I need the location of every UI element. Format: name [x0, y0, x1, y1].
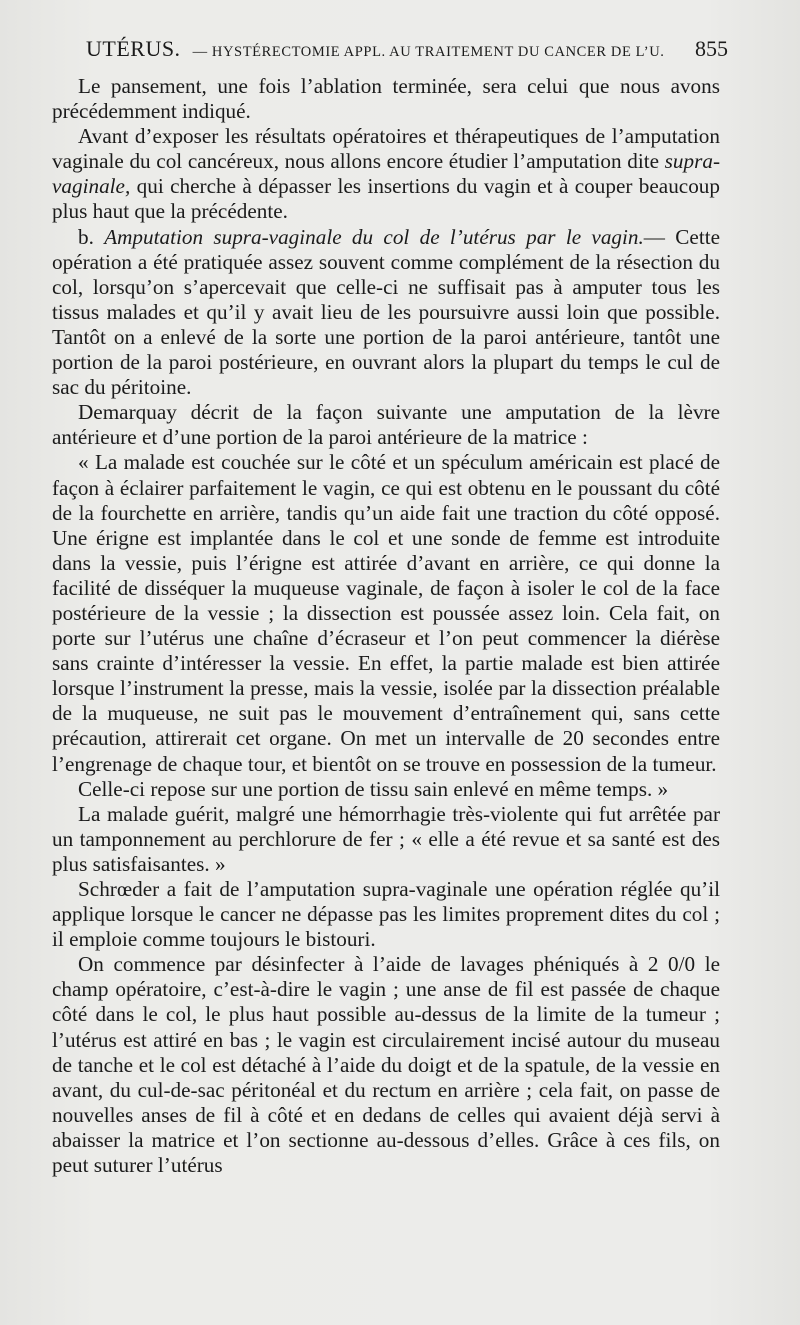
- page-number: 855: [695, 36, 728, 61]
- text-run: qui cherche à dépasser les insertions du vagin et à couper beaucoup plus haut que la précédente.: [52, 174, 720, 224]
- paragraph: Le pansement, une fois l’ablation terminée, sera celui que nous avons précédemment indiqué.: [52, 74, 720, 124]
- paragraph: [52, 124, 720, 224]
- quote-paragraph: « La malade est couchée sur le côté et un spéculum américain est placé de façon à éclairer parfaitement le vagin, ce qui est obtenu en le poussant du côté de la fourchette en arrière, tandis qu’un aide fait une traction du côté opposé. Une érigne est implantée dans le col et une sonde de femme est introduite dans la vessie, puis l’érigne est attirée d’avant en arrière, ce qui donne la facilité de disséquer la muqueuse vaginale, de façon à isoler le col de la face postérieure de la vessie ; la dissection est poussée assez loin. Cela fait, on porte sur l’utérus une chaîne d’écraseur et l’on peut commencer la diérèse sans crainte d’intéresser la vessie. En effet, la partie malade est bien attirée lorsque l’instrument la presse, mais la vessie, isolée par la dissection préalable de la muqueuse, ne suit pas le mouvement d’entraînement qui, sans cette précaution, attirerait cet organe. On met un intervalle de 20 secondes entre l’engrenage de chaque tour, et bientôt on se trouve en possession de la tumeur.: [52, 450, 720, 776]
- paragraph: On commence par désinfecter à l’aide de lavages phéniqués à 2 0/0 le champ opératoire, c’est-à-dire le vagin ; une anse de fil est passée de chaque côté dans le col, le plus haut possible au-dessus de la limite de la tumeur ; l’utérus est attiré en bas ; le vagin est circulairement incisé autour du museau de tanche et le col est détaché à l’aide du doigt et de la spatule, de la vessie en avant, du cul-de-sac péritonéal et du rectum en arrière ; cela fait, on passe de nouvelles anses de fil à côté et en dedans de celles qui avaient déjà servi à abaisser la matrice et l’on sectionne au-dessous d’elles. Grâce à ces fils, on peut suturer l’utérus: [52, 952, 720, 1178]
- section-paragraph: [52, 225, 720, 401]
- italic-term: supra-vaginale,: [52, 149, 720, 199]
- paragraph: La malade guérit, malgré une hémorrhagie très-violente qui fut arrêtée par un tamponnement au perchlorure de fer ; « elle a été revue et sa santé est des plus satisfaisantes. »: [52, 801, 720, 876]
- paragraph: Demarquay décrit de la façon suivante une amputation de la lèvre antérieure et d’une portion de la paroi antérieure de la matrice :: [52, 400, 720, 450]
- section-letter: b.: [78, 224, 105, 249]
- section-heading: Amputation supra-vaginale du col de l’utérus par le vagin.: [104, 224, 644, 249]
- text-run: — Cette opération a été pratiquée assez souvent comme complément de la résection du col, lorsqu’on s’apercevait que celle-ci ne suffisait pas à amputer tous les tissus malades et qu’il y avait lieu de les poursuivre aussi loin que possible. Tantôt on a enlevé de la sorte une portion de la paroi antérieure, tantôt une portion de la paroi postérieure, en ouvrant alors la plupart du temps le cul de sac du péritoine.: [52, 224, 720, 400]
- header-title: UTÉRUS.: [86, 36, 181, 61]
- text-run: Avant d’exposer les résultats opératoires et thérapeutiques de l’amputation vaginale du col cancéreux, nous allons encore étudier l’amputation dite: [52, 124, 720, 174]
- header-subtitle: — HYSTÉRECTOMIE APPL. AU TRAITEMENT DU CANCER DE L’U.: [192, 44, 665, 60]
- running-header: [86, 36, 728, 66]
- quote-paragraph: Celle-ci repose sur une portion de tissu sain enlevé en même temps. »: [78, 776, 669, 801]
- paragraph: Schrœder a fait de l’amputation supra-vaginale une opération réglée qu’il applique lorsque le cancer ne dépasse pas les limites proprement dites du col ; il emploie comme toujours le bistouri.: [52, 877, 720, 952]
- page-body: [52, 74, 720, 1178]
